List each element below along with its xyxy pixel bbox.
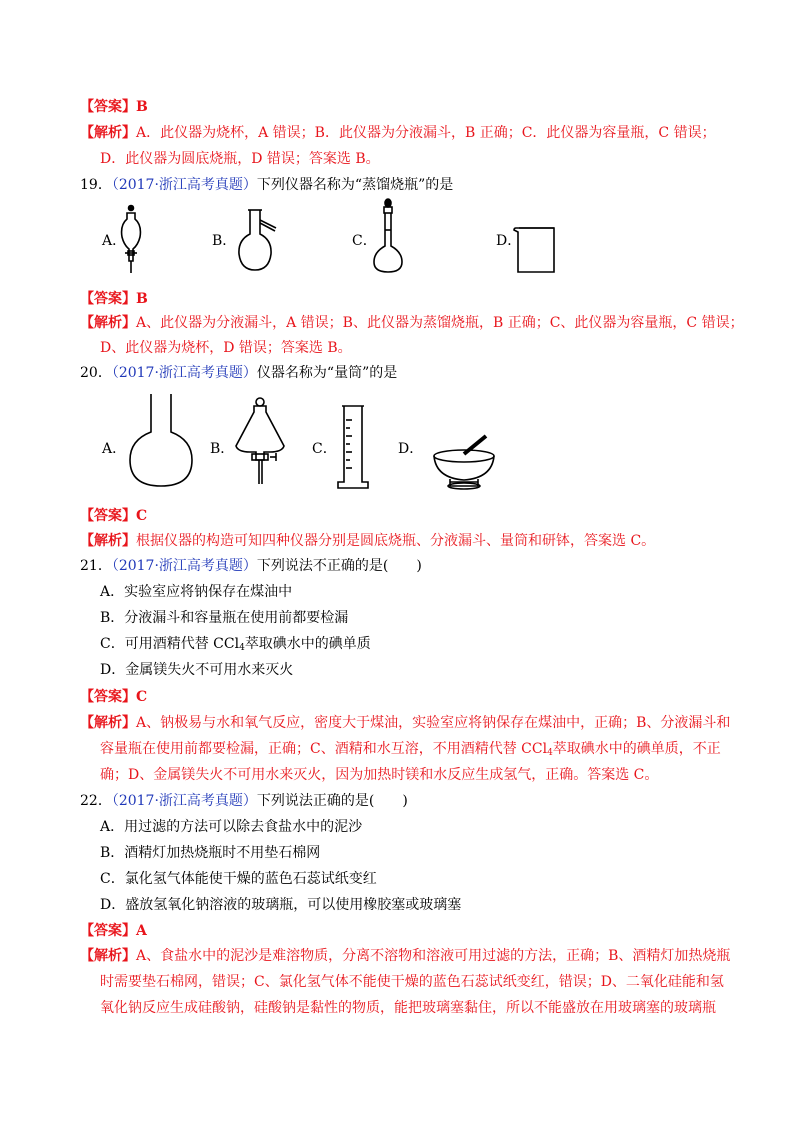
volumetric-flask-icon bbox=[368, 198, 408, 278]
option-text: 萃取碘水中的碘单质 bbox=[244, 636, 371, 652]
question-source: （2017·浙江高考真题） bbox=[111, 558, 257, 574]
question-text: 下列说法正确的是( ) bbox=[256, 793, 408, 809]
option-b-label: B． bbox=[210, 441, 235, 457]
option-a-label: A． bbox=[102, 233, 127, 249]
option-text: B．分液漏斗和容量瓶在使用前都要检漏 bbox=[100, 610, 349, 626]
question-20-stem bbox=[80, 362, 720, 384]
option-text: D．金属镁失火不可用水来灭火 bbox=[100, 662, 294, 678]
analysis-text: 时需要垫石棉网，错误；C、氯化氢气体不能使干燥的蓝色石蕊试纸变红，错误；D、二氧化硅能和氢 bbox=[100, 974, 724, 990]
option-a bbox=[100, 581, 720, 603]
analysis-text: A、食盐水中的泥沙是难溶物质，分离不溶物和溶液可用过滤的方法，正确；B、酒精灯加热烧瓶 bbox=[136, 948, 731, 964]
option-c bbox=[100, 633, 720, 655]
question-number: 22． bbox=[80, 793, 112, 809]
option-c-label: C． bbox=[312, 441, 337, 457]
answer-tag: 【答案】 bbox=[80, 689, 136, 705]
question-source: （2017·浙江高考真题） bbox=[111, 793, 257, 809]
analysis-line bbox=[100, 337, 720, 359]
question-text: 下列仪器名称为“蒸馏烧瓶”的是 bbox=[256, 177, 454, 193]
answer-line bbox=[80, 920, 720, 942]
analysis-text: 确；D、金属镁失火不可用水来灭火，因为加热时镁和水反应生成氢气，正确。答案选 C。 bbox=[100, 767, 659, 783]
option-d-label: D． bbox=[398, 441, 424, 457]
analysis-line bbox=[80, 945, 731, 967]
analysis-tag: 【解析】 bbox=[80, 125, 136, 141]
option-d bbox=[100, 894, 720, 916]
analysis-text: A、钠极易与水和氧气反应，密度大于煤油，实验室应将钠保存在煤油中，正确；B、分液漏斗和 bbox=[136, 715, 731, 731]
answer-tag: 【答案】 bbox=[80, 508, 136, 524]
analysis-line bbox=[80, 530, 720, 552]
question-text: 下列说法不正确的是( ) bbox=[256, 558, 422, 574]
analysis-text: A．此仪器为烧杯，A 错误；B．此仪器为分液漏斗，B 正确；C．此仪器为容量瓶，C 错误； bbox=[136, 125, 716, 141]
beaker-icon bbox=[512, 222, 562, 276]
analysis-text: D．此仪器为圆底烧瓶，D 错误；答案选 B。 bbox=[100, 151, 380, 167]
question-number: 20． bbox=[80, 365, 112, 381]
mortar-pestle-icon bbox=[430, 432, 500, 492]
option-text: C．可用酒精代替 CCl bbox=[100, 636, 240, 652]
answer-tag: 【答案】 bbox=[80, 923, 136, 939]
distillation-flask-icon bbox=[234, 208, 294, 274]
option-b bbox=[100, 842, 720, 864]
option-text: C．氯化氢气体能使干燥的蓝色石蕊试纸变红 bbox=[100, 871, 377, 887]
analysis-text: 根据仪器的构造可知四种仪器分别是圆底烧瓶、分液漏斗、量筒和研钵，答案选 C。 bbox=[136, 533, 656, 549]
analysis-tag: 【解析】 bbox=[80, 533, 136, 549]
question-21-stem bbox=[80, 555, 720, 577]
analysis-line bbox=[100, 971, 724, 993]
answer-line bbox=[80, 96, 720, 118]
graduated-cylinder-icon bbox=[334, 404, 374, 490]
answer-value: B bbox=[136, 291, 148, 307]
option-a bbox=[100, 816, 720, 838]
answer-tag: 【答案】 bbox=[80, 99, 136, 115]
option-b-label: B． bbox=[212, 233, 237, 249]
option-text: B．酒精灯加热烧瓶时不用垫石棉网 bbox=[100, 845, 321, 861]
question-22-stem bbox=[80, 790, 720, 812]
question-19-stem bbox=[80, 174, 720, 196]
answer-value: C bbox=[136, 689, 148, 705]
answer-line bbox=[80, 505, 720, 527]
analysis-line bbox=[100, 764, 720, 786]
separatory-funnel-icon bbox=[232, 396, 292, 488]
answer-value: A bbox=[136, 923, 147, 939]
analysis-tag: 【解析】 bbox=[80, 948, 136, 964]
option-d-label: D． bbox=[496, 233, 522, 249]
question-source: （2017·浙江高考真题） bbox=[111, 365, 257, 381]
answer-value: B bbox=[136, 99, 148, 115]
analysis-tag: 【解析】 bbox=[80, 715, 136, 731]
analysis-text: A、此仪器为分液漏斗，A 错误；B、此仪器为蒸馏烧瓶，B 正确；C、此仪器为容量瓶，C 错误； bbox=[136, 315, 744, 331]
option-a-label: A． bbox=[102, 441, 127, 457]
separatory-funnel-icon bbox=[116, 205, 146, 277]
option-text: A．用过滤的方法可以除去食盐水中的泥沙 bbox=[100, 819, 363, 835]
question-number: 21． bbox=[80, 558, 112, 574]
option-b bbox=[100, 607, 720, 629]
answer-value: C bbox=[136, 508, 148, 524]
analysis-tag: 【解析】 bbox=[80, 315, 136, 331]
analysis-line bbox=[80, 122, 720, 144]
analysis-line bbox=[80, 312, 744, 334]
analysis-line bbox=[100, 738, 720, 760]
question-source: （2017·浙江高考真题） bbox=[111, 177, 257, 193]
answer-line bbox=[80, 686, 720, 708]
analysis-text: 氧化钠反应生成硅酸钠，硅酸钠是黏性的物质，能把玻璃塞黏住，所以不能盛放在用玻璃塞的玻璃瓶 bbox=[100, 1000, 716, 1016]
answer-line bbox=[80, 288, 720, 310]
subscript: 4 bbox=[239, 643, 245, 653]
option-c-label: C． bbox=[352, 233, 377, 249]
option-text: A．实验室应将钠保存在煤油中 bbox=[100, 584, 293, 600]
analysis-line bbox=[80, 712, 731, 734]
analysis-text: 萃取碘水中的碘单质，不正 bbox=[552, 741, 721, 757]
option-c bbox=[100, 868, 720, 890]
round-bottom-flask-icon bbox=[126, 392, 196, 490]
analysis-text: D、此仪器为烧杯，D 错误；答案选 B。 bbox=[100, 340, 352, 356]
analysis-line bbox=[100, 997, 720, 1019]
analysis-text: 容量瓶在使用前都要检漏，正确；C、酒精和水互溶，不用酒精代替 CCl bbox=[100, 741, 548, 757]
analysis-line bbox=[100, 148, 720, 170]
subscript: 4 bbox=[547, 748, 553, 758]
question-number: 19． bbox=[80, 177, 112, 193]
option-d bbox=[100, 659, 720, 681]
option-text: D．盛放氢氧化钠溶液的玻璃瓶，可以使用橡胶塞或玻璃塞 bbox=[100, 897, 462, 913]
question-text: 仪器名称为“量筒”的是 bbox=[256, 365, 398, 381]
answer-tag: 【答案】 bbox=[80, 291, 136, 307]
